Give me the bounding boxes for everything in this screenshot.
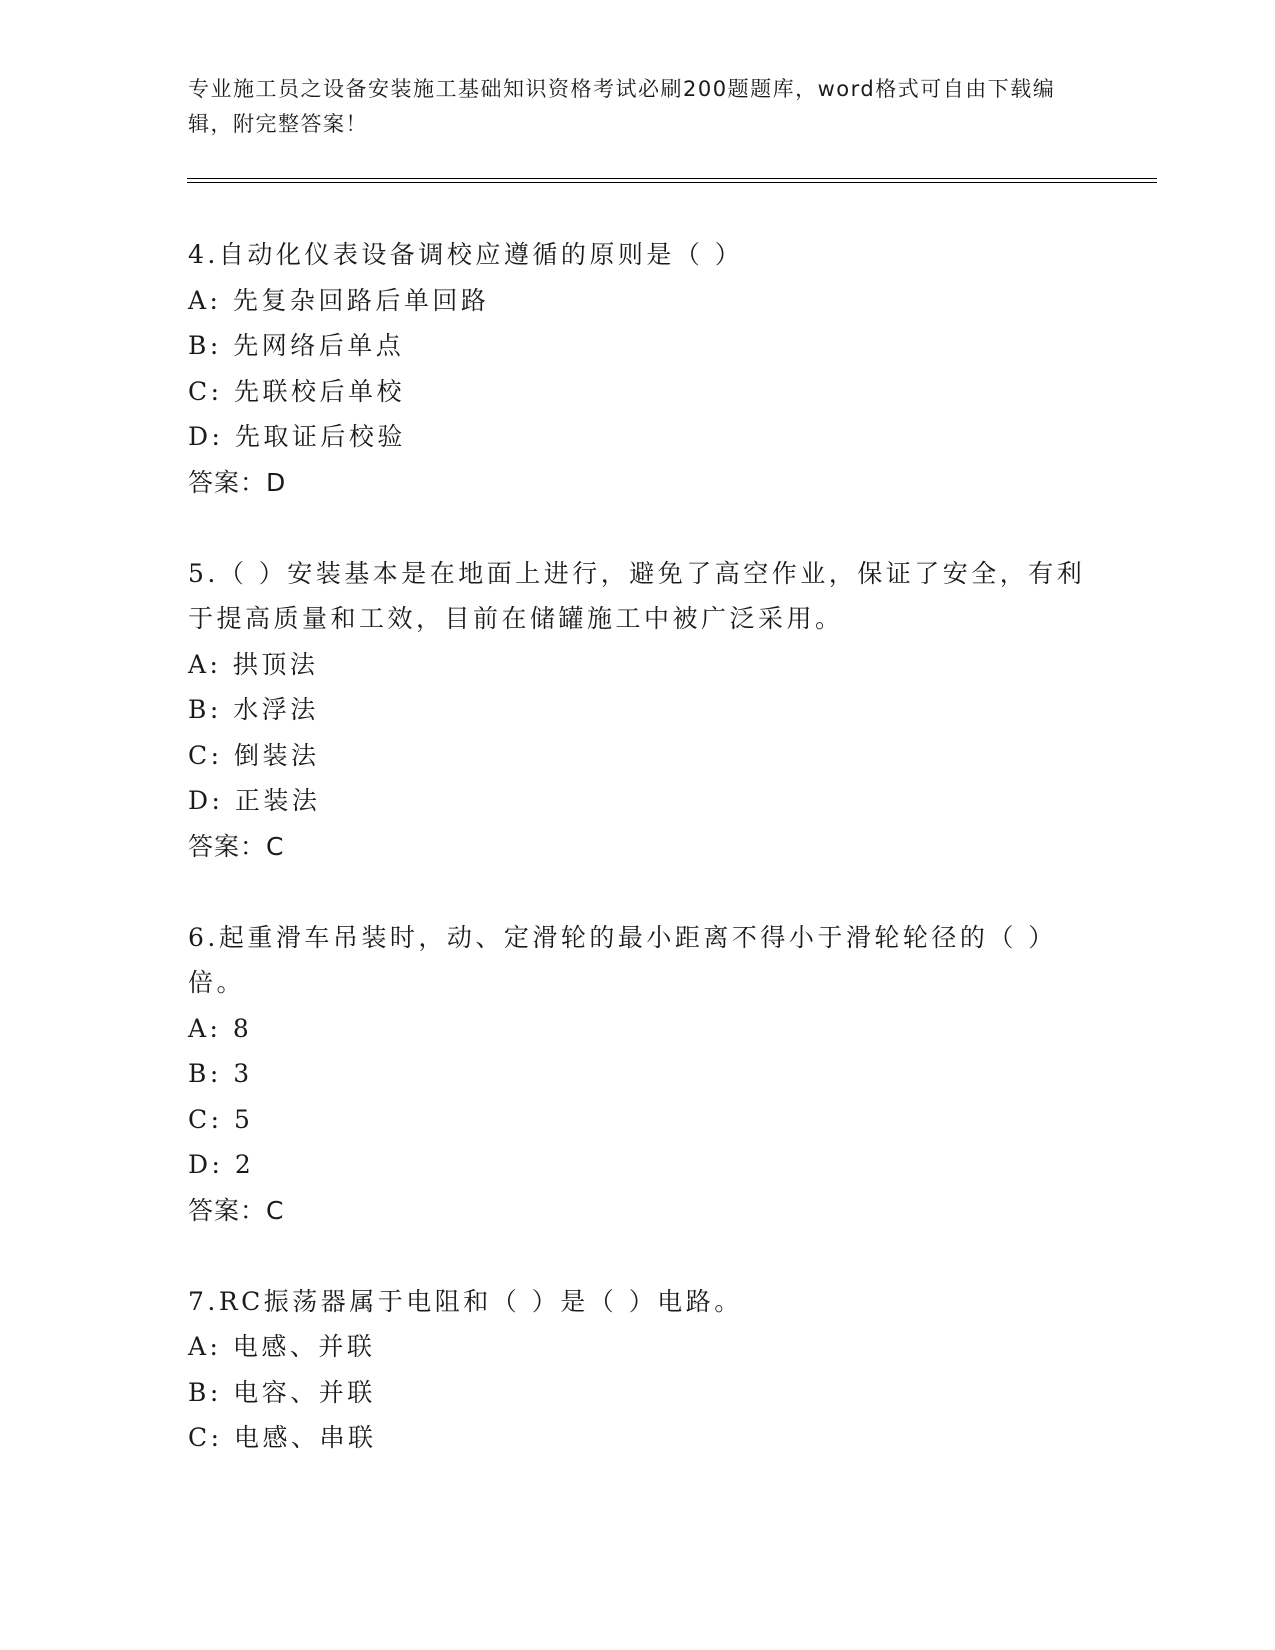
option-b: B: 电容、并联 <box>188 1377 376 1407</box>
option-c: C: 5 <box>188 1104 254 1134</box>
option-c: C: 先联校后单校 <box>188 376 405 406</box>
answer: 答案：C <box>188 831 285 861</box>
question-5 <box>188 551 1108 870</box>
question-stem: 6.起重滑车吊装时，动、定滑轮的最小距离不得小于滑轮轮径的（ ）倍。 <box>188 922 1057 997</box>
answer: 答案：C <box>188 1195 285 1225</box>
option-c: C: 电感、串联 <box>188 1423 377 1452</box>
option-b: B: 先网络后单点 <box>188 331 405 360</box>
answer: 答案：D <box>188 467 287 497</box>
option-c: C: 倒装法 <box>188 740 320 770</box>
option-a: A: 拱顶法 <box>188 649 319 679</box>
question-4 <box>188 232 1108 505</box>
document-header: 专业施工员之设备安装施工基础知识资格考试必刷200题题库，word格式可自由下载编辑，附完整答案！ <box>188 77 1056 136</box>
question-stem: 7.RC振荡器属于电阻和（ ）是（ ）电路。 <box>188 1286 743 1316</box>
question-7 <box>188 1279 1108 1461</box>
option-d: D: 先取证后校验 <box>188 422 406 451</box>
question-list <box>188 232 1108 1506</box>
option-d: D: 正装法 <box>188 786 321 815</box>
option-a: A: 先复杂回路后单回路 <box>188 285 490 315</box>
option-a: A: 8 <box>188 1013 253 1043</box>
option-b: B: 水浮法 <box>188 695 319 724</box>
option-a: A: 电感、并联 <box>188 1332 376 1361</box>
question-6 <box>188 915 1108 1234</box>
question-stem: 4.自动化仪表设备调校应遵循的原则是（ ） <box>188 240 744 269</box>
header-divider <box>187 178 1157 183</box>
question-stem: 5.（ ）安装基本是在地面上进行，避免了高空作业，保证了安全，有利于提高质量和工效，目前在储罐施工中被广泛采用。 <box>188 558 1086 633</box>
option-d: D: 2 <box>188 1150 255 1179</box>
option-b: B: 3 <box>188 1059 253 1088</box>
